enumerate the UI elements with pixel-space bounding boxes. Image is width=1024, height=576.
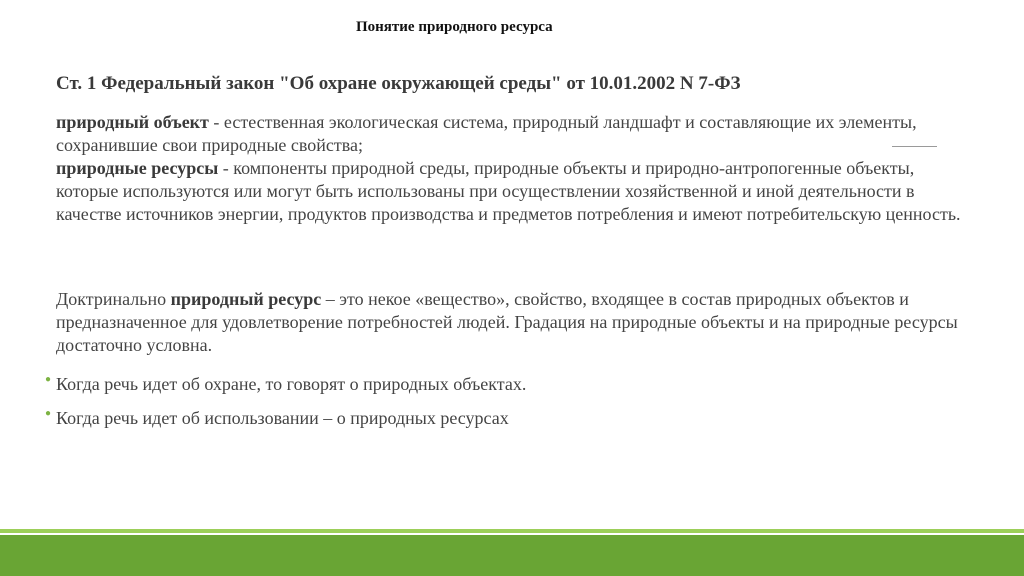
bullet-text: Когда речь идет об использовании – о природных ресурсах bbox=[56, 408, 509, 428]
list-item bbox=[44, 407, 974, 430]
definition-natural-resources bbox=[56, 157, 976, 226]
doctrine-prefix: Доктринально bbox=[56, 289, 171, 309]
definition-natural-object-text: - естественная экологическая система, природный ландшафт и составляющие их элементы, сохранившие свои природные свойства; bbox=[56, 112, 917, 155]
definitions-block bbox=[56, 111, 976, 226]
decorative-divider bbox=[892, 146, 937, 147]
term-natural-object: природный объект bbox=[56, 112, 209, 132]
bullet-list bbox=[44, 373, 974, 441]
bullet-dot-icon: ● bbox=[45, 408, 52, 419]
doctrine-text: – это некое «вещество», свойство, входящее в состав природных объектов и предназначенное для удовлетворение потребностей людей. Градация на природные объекты и на природные ресурсы достаточно условна. bbox=[56, 289, 958, 355]
term-natural-resource: природный ресурс bbox=[170, 289, 322, 309]
bullet-text: Когда речь идет об охране, то говорят о природных объектах. bbox=[56, 374, 527, 394]
definition-natural-resources-text: - компоненты природной среды, природные объекты и природно-антропогенные объекты, которые используются или могут быть использованы при осуществлении хозяйственной и иной деятельности в качестве источников энергии, продуктов производства и предметов потребления и имеют потребительскую ценность. bbox=[56, 158, 961, 224]
doctrine-block bbox=[56, 288, 986, 357]
slide-title: Понятие природного ресурса bbox=[356, 19, 553, 35]
doctrine-paragraph bbox=[56, 288, 986, 357]
definition-natural-object bbox=[56, 111, 976, 157]
footer-band bbox=[0, 535, 1024, 576]
term-natural-resources: природные ресурсы bbox=[56, 158, 219, 178]
law-heading: Ст. 1 Федеральный закон "Об охране окружающей среды" от 10.01.2002 N 7-ФЗ bbox=[56, 73, 741, 94]
bullet-dot-icon: ● bbox=[45, 374, 52, 385]
footer-accent-line bbox=[0, 529, 1024, 533]
list-item bbox=[44, 373, 974, 396]
